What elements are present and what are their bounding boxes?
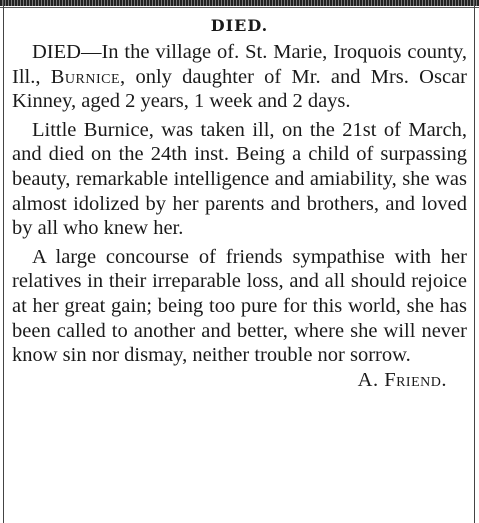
obituary-article [12, 40, 467, 392]
column-rule-right [474, 0, 475, 523]
death-notice-lead: DIED—In the village of. St. Marie, Iroquois county, Ill., [12, 41, 467, 88]
column-rule-left [3, 0, 4, 523]
notice-heading: DIED. [210, 16, 269, 35]
death-notice-details: , only daughter of Mr. and Mrs. Oscar Kinney, aged 2 years, 1 week and 2 days. [12, 65, 467, 113]
top-border-rule [0, 0, 479, 6]
paragraph-condolence [12, 245, 467, 391]
condolence-text: A large concourse of friends sympathise with her relatives in their irreparable loss, and all should rejoice at her great gain; being too pure for this world, she has been called to another and better, where she will never know sin nor dismay, neither trouble nor sorrow. [12, 245, 467, 367]
deceased-name: Burnice [50, 65, 121, 88]
paragraph-illness: Little Burnice, was taken ill, on the 21st of March, and died on the 24th inst. Being a child of surpassing beauty, remarkable intelligence and amiability, she was almost idolized by her parents and brothers, and loved by all who knew her. [12, 118, 467, 240]
top-border-line [0, 7, 479, 8]
paragraph-death-notice [12, 40, 467, 114]
signature: A. Friend. [357, 368, 447, 391]
